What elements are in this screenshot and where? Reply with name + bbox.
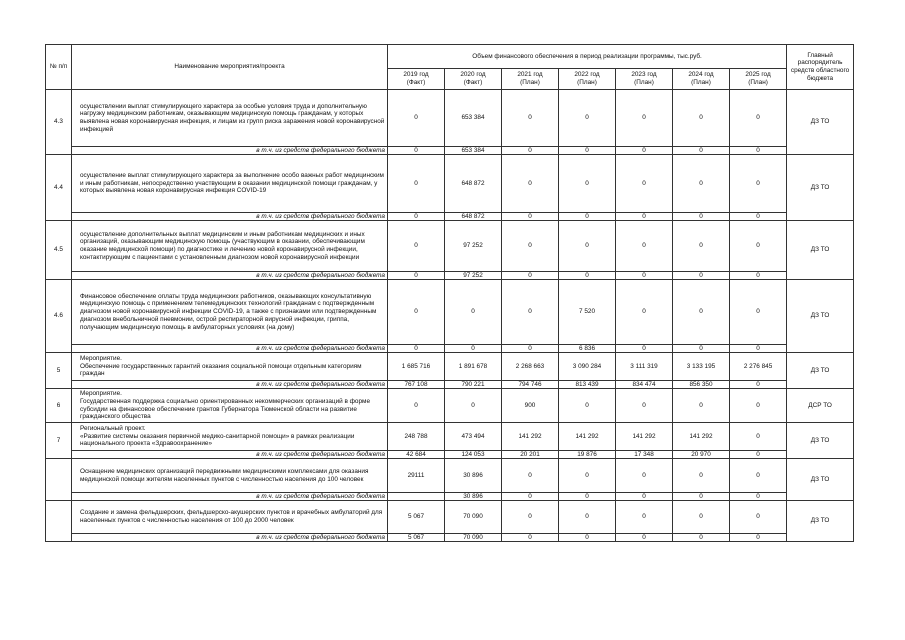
federal-budget-value: 0 (730, 381, 787, 389)
row-value: 0 (616, 221, 673, 272)
row-value: 473 494 (445, 423, 502, 451)
federal-budget-value: 0 (673, 345, 730, 353)
header-year: 2023 год (План) (616, 69, 673, 90)
federal-budget-value: 0 (445, 345, 502, 353)
table-row (46, 155, 854, 213)
table-row (46, 353, 854, 381)
federal-budget-value: 0 (388, 147, 445, 155)
federal-budget-value: 20 201 (502, 451, 559, 459)
federal-budget-value: 20 970 (673, 451, 730, 459)
row-value: 0 (445, 280, 502, 345)
row-value: 0 (502, 221, 559, 272)
row-value: 97 252 (445, 221, 502, 272)
federal-budget-value: 0 (730, 272, 787, 280)
row-value: 0 (502, 90, 559, 147)
federal-budget-value: 767 108 (388, 381, 445, 389)
row-value: 0 (730, 221, 787, 272)
row-value: 3 111 319 (616, 353, 673, 381)
row-value: 0 (616, 501, 673, 534)
row-distributor: ДЗ ТО (787, 280, 854, 353)
row-value: 0 (559, 501, 616, 534)
row-distributor: ДСР ТО (787, 389, 854, 423)
row-value: 0 (616, 459, 673, 493)
row-value: 1 891 678 (445, 353, 502, 381)
table-body (46, 90, 854, 542)
row-number: 5 (46, 353, 72, 389)
row-value: 900 (502, 389, 559, 423)
row-name: Региональный проект. «Развитие системы оказания первичной медико-санитарной помощи» в рамках реализации национального проекта «Здравоохранение» (72, 423, 388, 451)
row-distributor: ДЗ ТО (787, 155, 854, 221)
header-year: 2024 год (План) (673, 69, 730, 90)
header-year: 2021 год (План) (502, 69, 559, 90)
row-number (46, 501, 72, 542)
federal-budget-value: 0 (730, 451, 787, 459)
federal-budget-value: 0 (502, 213, 559, 221)
row-value: 3 133 195 (673, 353, 730, 381)
row-name: осуществление дополнительных выплат медицинским и иным работникам медицинских и иных организаций, оказывающим медицинскую помощь (участвующим в оказании, обеспечивающим оказание медицинской помощи) по диагностике и лечению новой коронавирусной инфекции, контактирующим с пациентами с установленным диагнозом новой коронавирусной инфекции (72, 221, 388, 272)
row-value: 3 090 284 (559, 353, 616, 381)
row-value: 0 (730, 280, 787, 345)
federal-budget-value: 0 (730, 345, 787, 353)
row-value: 0 (673, 459, 730, 493)
row-value: 0 (730, 423, 787, 451)
federal-budget-value: 794 746 (502, 381, 559, 389)
row-name: Оснащение медицинских организаций передвижными медицинскими комплексами для оказания медицинской помощи жителям населенных пунктов с численностью населения до 100 человек (72, 459, 388, 493)
row-value: 0 (559, 221, 616, 272)
table-row (46, 90, 854, 147)
row-value: 0 (388, 221, 445, 272)
row-number: 4.4 (46, 155, 72, 221)
federal-budget-value: 97 252 (445, 272, 502, 280)
row-value: 0 (673, 389, 730, 423)
federal-budget-value: 30 896 (445, 493, 502, 501)
header-year: 2025 год (План) (730, 69, 787, 90)
row-value: 0 (559, 90, 616, 147)
federal-budget-row (46, 272, 854, 280)
federal-budget-value: 0 (730, 493, 787, 501)
federal-budget-value: 0 (673, 272, 730, 280)
federal-budget-value: 0 (388, 213, 445, 221)
row-number: 4.6 (46, 280, 72, 353)
federal-budget-value: 0 (502, 272, 559, 280)
federal-budget-value: 0 (388, 272, 445, 280)
row-value: 0 (388, 389, 445, 423)
federal-budget-value: 0 (616, 272, 673, 280)
row-value: 141 292 (502, 423, 559, 451)
row-value: 0 (388, 155, 445, 213)
row-value: 0 (616, 90, 673, 147)
row-value: 0 (730, 501, 787, 534)
federal-budget-row (46, 451, 854, 459)
row-value: 0 (673, 501, 730, 534)
federal-budget-value: 0 (559, 213, 616, 221)
row-value: 141 292 (673, 423, 730, 451)
row-value: 0 (502, 280, 559, 345)
row-value: 0 (673, 221, 730, 272)
federal-budget-caption: в т.ч. из средств федерального бюджета (72, 147, 388, 155)
row-value: 653 384 (445, 90, 502, 147)
federal-budget-value: 0 (616, 493, 673, 501)
federal-budget-value: 0 (502, 345, 559, 353)
federal-budget-value: 0 (730, 213, 787, 221)
row-value: 30 896 (445, 459, 502, 493)
row-value: 0 (502, 155, 559, 213)
federal-budget-value: 0 (673, 213, 730, 221)
table-row (46, 280, 854, 345)
federal-budget-row (46, 534, 854, 542)
federal-budget-value: 813 439 (559, 381, 616, 389)
header-num: № п/п (46, 45, 72, 90)
row-distributor: ДЗ ТО (787, 459, 854, 501)
federal-budget-caption: в т.ч. из средств федерального бюджета (72, 451, 388, 459)
row-value: 2 268 663 (502, 353, 559, 381)
federal-budget-value: 0 (730, 534, 787, 542)
row-name: осуществлении выплат стимулирующего характера за особые условия труда и дополнительную нагрузку медицинским работникам, оказывающим медицинскую помощь гражданам, у которых выявлена новая коронавирусная инфекция, и лицам из групп риска заражения новой коронавирусной инфекцией (72, 90, 388, 147)
federal-budget-value: 0 (673, 147, 730, 155)
row-number: 6 (46, 389, 72, 423)
row-value: 0 (616, 389, 673, 423)
federal-budget-value: 0 (616, 345, 673, 353)
row-value: 0 (616, 155, 673, 213)
header-year: 2022 год (План) (559, 69, 616, 90)
federal-budget-row (46, 345, 854, 353)
row-value: 0 (502, 459, 559, 493)
row-value: 70 090 (445, 501, 502, 534)
federal-budget-value: 834 474 (616, 381, 673, 389)
row-number: 4.3 (46, 90, 72, 155)
table-row (46, 423, 854, 451)
federal-budget-caption: в т.ч. из средств федерального бюджета (72, 534, 388, 542)
row-name: Финансовое обеспечение оплаты труда медицинских работников, оказывающих консультативную медицинскую помощь с применением телемедицинских технологий гражданам с подтвержденным диагнозом новой коронавирусной инфекции COVID-19, а также с признаками или подтвержденным диагнозом внебольничной пневмонии, острой респираторной вирусной инфекции, гриппа, получающим медицинскую помощь в амбулаторных условиях (на дому) (72, 280, 388, 345)
row-value: 29111 (388, 459, 445, 493)
financing-table (45, 44, 854, 542)
row-value: 5 067 (388, 501, 445, 534)
federal-budget-value: 70 090 (445, 534, 502, 542)
federal-budget-value: 856 350 (673, 381, 730, 389)
row-value: 1 685 716 (388, 353, 445, 381)
federal-budget-value: 0 (616, 147, 673, 155)
header-year: 2020 год (Факт) (445, 69, 502, 90)
row-name: Мероприятие. Обеспечение государственных гарантий оказания социальной помощи отдельным категориям граждан (72, 353, 388, 381)
federal-budget-row (46, 213, 854, 221)
federal-budget-value: 5 067 (388, 534, 445, 542)
federal-budget-value: 0 (616, 213, 673, 221)
row-value: 0 (502, 501, 559, 534)
federal-budget-caption: в т.ч. из средств федерального бюджета (72, 345, 388, 353)
federal-budget-value: 6 836 (559, 345, 616, 353)
federal-budget-value: 19 876 (559, 451, 616, 459)
federal-budget-value: 0 (502, 493, 559, 501)
federal-budget-row (46, 381, 854, 389)
row-distributor: ДЗ ТО (787, 221, 854, 280)
federal-budget-row (46, 493, 854, 501)
federal-budget-caption: в т.ч. из средств федерального бюджета (72, 213, 388, 221)
header-name: Наименование мероприятия/проекта (72, 45, 388, 90)
row-value: 648 872 (445, 155, 502, 213)
federal-budget-value (388, 493, 445, 501)
row-value: 0 (673, 155, 730, 213)
row-name: Мероприятие. Государственная поддержка социально ориентированных некоммерческих организаций в форме субсидии на финансовое обеспечение грантов Губернатора Тюменской области на развитие гражданского общества (72, 389, 388, 423)
row-value: 141 292 (616, 423, 673, 451)
federal-budget-value: 0 (616, 534, 673, 542)
header-volume: Объем финансового обеспечения в период реализации программы, тыс.руб. (388, 45, 787, 69)
row-value: 0 (673, 280, 730, 345)
row-value: 0 (388, 280, 445, 345)
row-distributor: ДЗ ТО (787, 423, 854, 459)
table-row (46, 501, 854, 534)
row-name: Создание и замена фельдшерских, фельдшерско-акушерских пунктов и врачебных амбулаторий для населенных пунктов с численностью населения от 100 до 2000 человек (72, 501, 388, 534)
row-value: 0 (730, 459, 787, 493)
row-value: 0 (559, 389, 616, 423)
federal-budget-value: 790 221 (445, 381, 502, 389)
row-value: 0 (388, 90, 445, 147)
row-value: 0 (559, 155, 616, 213)
federal-budget-row (46, 147, 854, 155)
header-year: 2019 год (Факт) (388, 69, 445, 90)
row-value: 248 788 (388, 423, 445, 451)
row-value: 0 (730, 155, 787, 213)
federal-budget-value: 124 053 (445, 451, 502, 459)
federal-budget-value: 0 (502, 147, 559, 155)
row-value: 0 (730, 389, 787, 423)
federal-budget-value: 0 (730, 147, 787, 155)
federal-budget-value: 0 (559, 147, 616, 155)
federal-budget-value: 0 (673, 534, 730, 542)
federal-budget-value: 0 (559, 493, 616, 501)
federal-budget-value: 0 (502, 534, 559, 542)
federal-budget-caption: в т.ч. из средств федерального бюджета (72, 381, 388, 389)
row-value: 0 (616, 280, 673, 345)
row-number: 7 (46, 423, 72, 459)
federal-budget-caption: в т.ч. из средств федерального бюджета (72, 272, 388, 280)
federal-budget-value: 0 (673, 493, 730, 501)
federal-budget-value: 17 348 (616, 451, 673, 459)
federal-budget-value: 42 684 (388, 451, 445, 459)
row-value: 0 (445, 389, 502, 423)
row-distributor: ДЗ ТО (787, 90, 854, 155)
row-value: 2 276 845 (730, 353, 787, 381)
table-row (46, 459, 854, 493)
table-row (46, 221, 854, 272)
row-distributor: ДЗ ТО (787, 501, 854, 542)
row-name: осуществление выплат стимулирующего характера за выполнение особо важных работ медицинским и иным работникам, непосредственно участвующим в оказании медицинской помощи гражданам, у которых выявлена новая коронавирусная инфекция COVID-19 (72, 155, 388, 213)
federal-budget-value: 0 (388, 345, 445, 353)
federal-budget-caption: в т.ч. из средств федерального бюджета (72, 493, 388, 501)
row-number (46, 459, 72, 501)
row-value: 0 (730, 90, 787, 147)
row-distributor: ДЗ ТО (787, 353, 854, 389)
federal-budget-value: 0 (559, 534, 616, 542)
federal-budget-value: 653 384 (445, 147, 502, 155)
row-value: 141 292 (559, 423, 616, 451)
row-value: 0 (673, 90, 730, 147)
row-number: 4.5 (46, 221, 72, 280)
federal-budget-value: 648 872 (445, 213, 502, 221)
row-value: 7 520 (559, 280, 616, 345)
table-row (46, 389, 854, 423)
header-distributor: Главный распорядитель средств областного бюджета (787, 45, 854, 90)
row-value: 0 (559, 459, 616, 493)
federal-budget-value: 0 (559, 272, 616, 280)
